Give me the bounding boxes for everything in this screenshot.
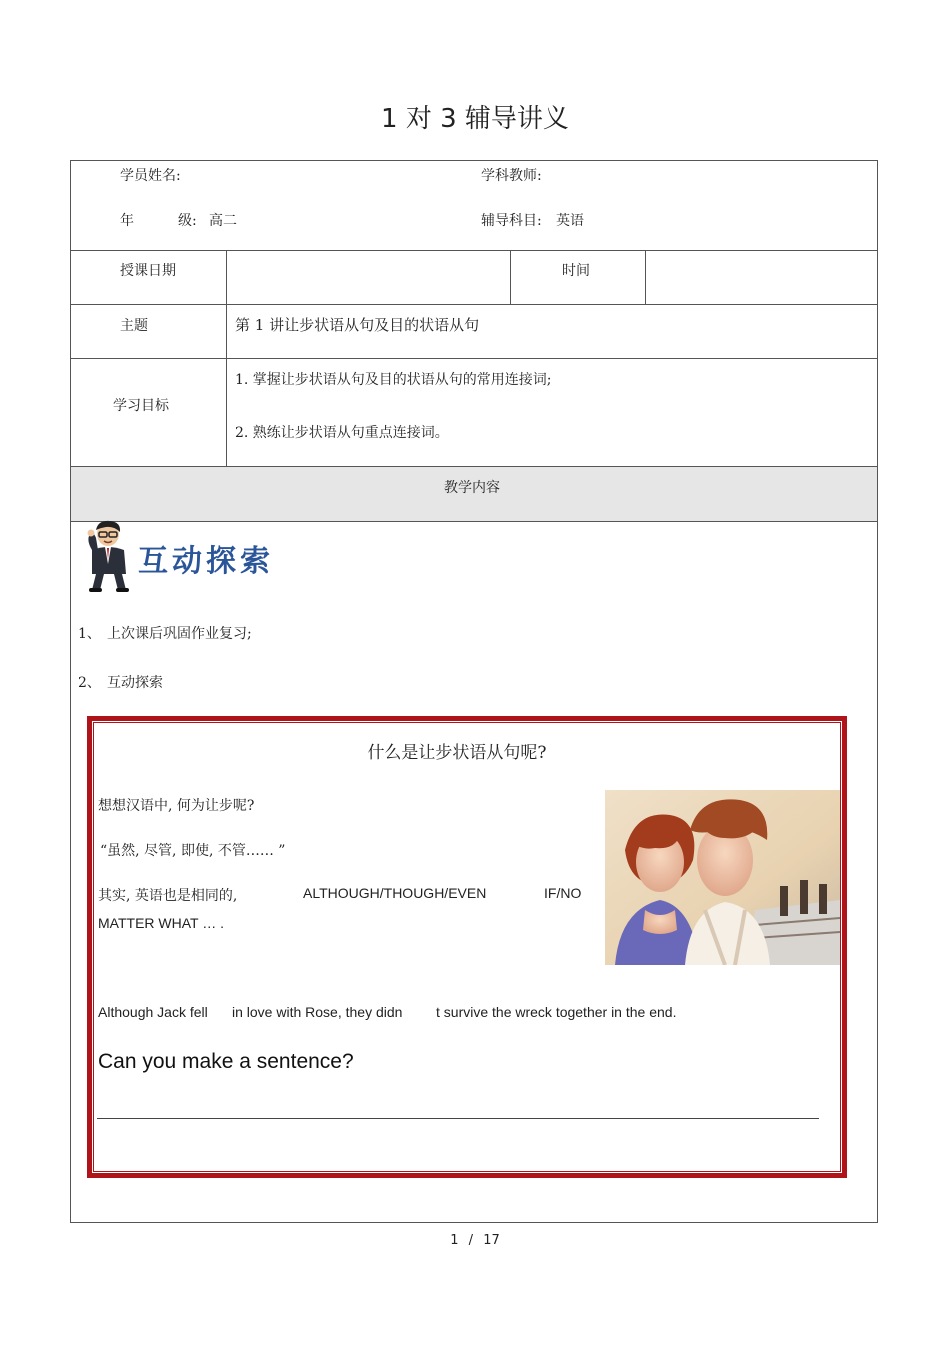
total-pages: 17 [483, 1233, 500, 1248]
objective-item: 2. 熟练让步状语从句重点连接词。 [235, 425, 449, 441]
example-sentence: in love with Rose, they didn [232, 1004, 403, 1020]
answer-blank-line[interactable] [97, 1118, 819, 1119]
topic-label: 主题 [120, 318, 148, 334]
table-divider [70, 304, 878, 305]
teacher-label: 学科教师: [481, 168, 542, 184]
current-page: 1 [450, 1233, 459, 1248]
page-number [0, 1233, 950, 1248]
step-text: 互动探索 [107, 675, 163, 691]
teacher-mascot-icon [84, 520, 134, 592]
topic-value: 第 1 讲让步状语从句及目的状语从句 [235, 316, 480, 334]
grade-label-suffix: 级: [178, 213, 197, 229]
student-name-label: 学员姓名: [120, 168, 181, 184]
date-label: 授课日期 [120, 263, 176, 279]
table-divider [70, 358, 878, 359]
objective-item: 1. 掌握让步状语从句及目的状语从句的常用连接词; [235, 372, 552, 388]
box-line: 想想汉语中, 何为让步呢? [98, 798, 255, 814]
page-title: 1 对 3 辅导讲义 [381, 104, 569, 134]
step-text: 上次课后巩固作业复习; [107, 626, 252, 642]
table-divider [645, 250, 646, 304]
box-heading: 什么是让步状语从句呢? [367, 743, 547, 763]
table-divider [70, 521, 878, 522]
subject-label: 辅导科目: [481, 213, 542, 229]
step-number: 1、 [78, 626, 101, 642]
conjunction-list: IF/NO [544, 885, 582, 901]
page-separator: / [468, 1233, 474, 1248]
section-banner: 互动探索 [138, 544, 274, 579]
box-line: 其实, 英语也是相同的, [98, 888, 238, 904]
titanic-couple-image [605, 790, 840, 965]
conjunction-list: MATTER WHAT … . [98, 915, 224, 931]
time-label: 时间 [562, 263, 590, 279]
step-number: 2、 [78, 675, 101, 691]
table-divider [70, 250, 878, 251]
grade-label: 年 [120, 213, 134, 229]
example-sentence: Although Jack fell [98, 1004, 208, 1020]
box-line: “虽然, 尽管, 即使, 不管…… ” [100, 843, 286, 859]
conjunction-list: ALTHOUGH/THOUGH/EVEN [303, 885, 487, 901]
objectives-label: 学习目标 [113, 398, 169, 414]
content-header: 教学内容 [444, 480, 500, 496]
example-sentence: t survive the wreck together in the end. [436, 1004, 677, 1020]
grade-value: 高二 [209, 213, 237, 229]
table-divider [510, 250, 511, 304]
subject-value: 英语 [556, 213, 584, 229]
table-divider [226, 250, 227, 466]
practice-prompt: Can you make a sentence? [98, 1050, 354, 1073]
